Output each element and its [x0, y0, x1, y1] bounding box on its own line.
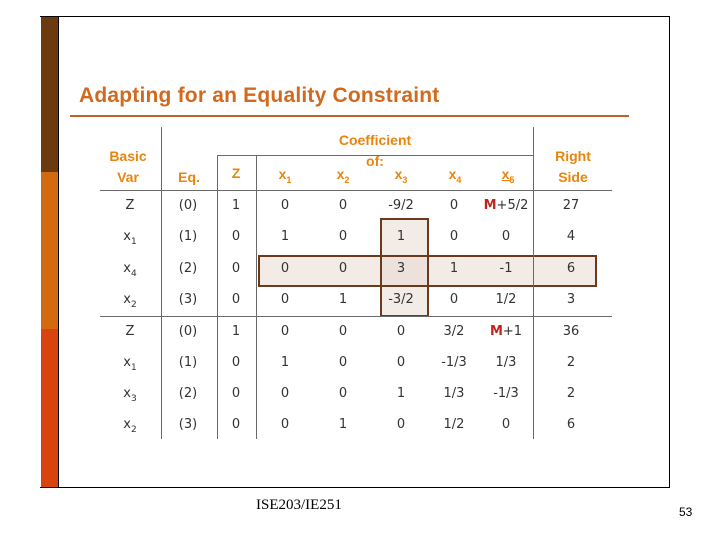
- equation-cell: (1): [178, 229, 198, 244]
- coefficient-cell: 1: [280, 355, 290, 370]
- coefficient-cell: 1: [231, 324, 241, 339]
- side-bar-segment-orange: [41, 172, 58, 329]
- coefficient-cell: 0: [280, 386, 290, 401]
- coefficient-cell: 0: [231, 417, 241, 432]
- basic-var-cell: Z: [125, 198, 135, 213]
- coefficient-cell: 0: [231, 386, 241, 401]
- equation-cell: (0): [178, 324, 198, 339]
- coefficient-cell: 3: [566, 292, 576, 307]
- coefficient-cell: 2: [566, 355, 576, 370]
- basic-var-cell: $x_4$: [123, 261, 137, 279]
- coefficient-cell: 0: [231, 292, 241, 307]
- equation-cell: (2): [178, 261, 198, 276]
- x1-header: $x_1$: [278, 166, 292, 185]
- coefficient-cell: 0: [501, 417, 511, 432]
- decorative-side-bar: [41, 17, 58, 487]
- coefficient-cell: -1/3: [493, 386, 519, 401]
- equation-cell: (3): [178, 292, 198, 307]
- coefficient-cell: -1/3: [441, 355, 467, 370]
- coefficient-cell: 1/3: [495, 355, 517, 370]
- basic-var-header-line2: Var: [117, 169, 139, 185]
- coefficient-cell: 3/2: [443, 324, 465, 339]
- equation-cell: (2): [178, 386, 198, 401]
- coefficient-cell: 0: [280, 261, 290, 276]
- table-hline-tableau-split: [100, 316, 612, 317]
- x4-header: $x_4$: [448, 166, 462, 185]
- coefficient-cell: 1/2: [443, 417, 465, 432]
- z-header: Z: [231, 165, 241, 181]
- coefficient-cell: M+1: [489, 324, 523, 339]
- coefficient-cell: 1: [449, 261, 459, 276]
- basic-var-cell: $x_3$: [123, 386, 137, 404]
- coefficient-cell: 0: [396, 324, 406, 339]
- coefficient-cell: -1: [499, 261, 513, 276]
- coefficient-cell: 0: [449, 198, 459, 213]
- coefficient-cell: 0: [449, 229, 459, 244]
- coefficient-cell: 0: [338, 355, 348, 370]
- coefficient-cell: 0: [396, 355, 406, 370]
- coefficient-cell: 1/3: [443, 386, 465, 401]
- basic-var-cell: $x_1$: [123, 355, 137, 373]
- slide-frame-top: [40, 16, 670, 17]
- table-hline-header: [100, 190, 612, 191]
- slide-title: Adapting for an Equality Constraint: [79, 84, 440, 107]
- basic-var-cell: $x_1$: [123, 229, 137, 247]
- coefficient-cell: 1: [231, 198, 241, 213]
- coefficient-cell: 6: [566, 417, 576, 432]
- coefficient-cell: 1: [396, 386, 406, 401]
- coefficient-cell: 0: [280, 324, 290, 339]
- coefficient-cell: -3/2: [388, 292, 414, 307]
- title-underline: [70, 115, 629, 117]
- page-number: 53: [679, 505, 693, 519]
- basic-var-cell: Z: [125, 324, 135, 339]
- coefficient-cell: 1: [396, 229, 406, 244]
- coefficient-cell: 0: [338, 386, 348, 401]
- coefficient-cell: 0: [449, 292, 459, 307]
- coefficient-cell: 27: [562, 198, 580, 213]
- side-bar-segment-dark: [41, 17, 58, 172]
- coefficient-cell: 1: [338, 417, 348, 432]
- coefficient-cell: -9/2: [388, 198, 414, 213]
- right-side-header-line2: Side: [558, 169, 588, 185]
- basic-var-cell: $x_2$: [123, 417, 137, 435]
- eq-header: Eq.: [178, 169, 200, 185]
- equation-cell: (0): [178, 198, 198, 213]
- coefficient-cell: 0: [396, 417, 406, 432]
- coefficient-cell: 0: [280, 292, 290, 307]
- coefficient-of-header: Coefficient of:: [338, 132, 412, 169]
- coefficient-cell: 0: [280, 417, 290, 432]
- side-bar-segment-red: [41, 329, 58, 487]
- basic-var-header-line1: Basic: [109, 148, 147, 164]
- equation-cell: (1): [178, 355, 198, 370]
- coefficient-cell: 0: [338, 198, 348, 213]
- coefficient-cell: 2: [566, 386, 576, 401]
- coefficient-cell: 0: [231, 261, 241, 276]
- equation-cell: (3): [178, 417, 198, 432]
- coefficient-cell: 0: [231, 355, 241, 370]
- slide-frame-bottom: [40, 487, 670, 488]
- x5-header: $x_5$: [501, 166, 515, 185]
- coefficient-cell: 4: [566, 229, 576, 244]
- coefficient-cell: M+5/2: [483, 198, 529, 213]
- slide-frame-right: [669, 16, 670, 488]
- coefficient-cell: 0: [338, 229, 348, 244]
- x2-header: $x_2$: [336, 166, 350, 185]
- coefficient-cell: 0: [231, 229, 241, 244]
- coefficient-cell: 1: [280, 229, 290, 244]
- coefficient-cell: 6: [566, 261, 576, 276]
- x3-header: $x_3$: [394, 166, 408, 185]
- coefficient-cell: 1: [338, 292, 348, 307]
- coefficient-cell: 3: [396, 261, 406, 276]
- course-code-footer: ISE203/IE251: [256, 497, 342, 513]
- coefficient-cell: 0: [501, 229, 511, 244]
- coefficient-cell: 0: [280, 198, 290, 213]
- right-side-header-line1: Right: [555, 148, 591, 164]
- coefficient-cell: 0: [338, 261, 348, 276]
- side-bar-edge: [58, 17, 59, 487]
- basic-var-cell: $x_2$: [123, 292, 137, 310]
- coefficient-cell: 0: [338, 324, 348, 339]
- coefficient-cell: 1/2: [495, 292, 517, 307]
- coefficient-cell: 36: [562, 324, 580, 339]
